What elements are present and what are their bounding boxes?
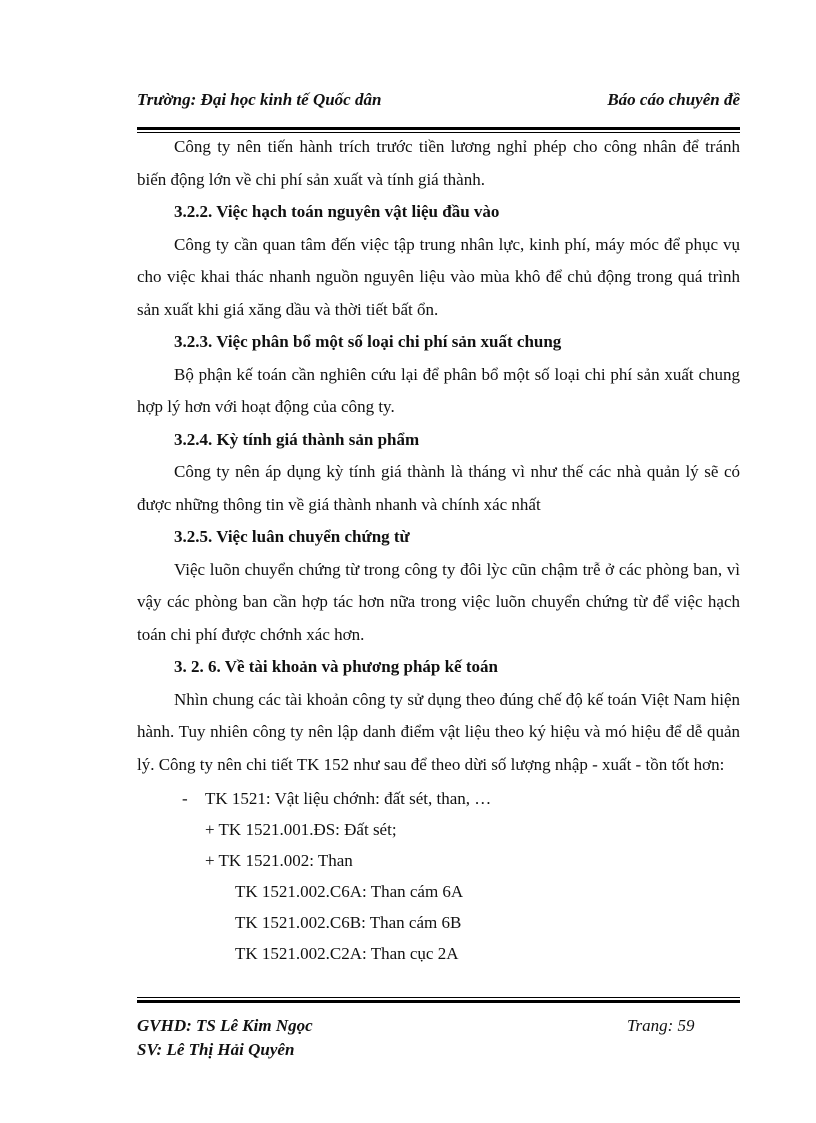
heading-3-2-2: 3.2.2. Việc hạch toán nguyên vật liệu đầu vào xyxy=(174,202,500,221)
list-item: TK 1521.002.C6A: Than cám 6A xyxy=(235,882,464,901)
page-header xyxy=(137,90,740,118)
list-item-text: TK 1521: Vật liệu chớnh: đất sét, than, … xyxy=(205,789,492,808)
header-school: Trường: Đại học kinh tế Quốc dân xyxy=(137,90,382,109)
list-bullet: - xyxy=(182,789,188,808)
account-list xyxy=(137,783,740,969)
list-item: + TK 1521.001.ĐS: Đất sét; xyxy=(205,820,397,839)
list-item xyxy=(137,783,740,814)
paragraph-overhead-allocation: Bộ phận kế toán cần nghiên cứu lại để phân bổ một số loại chi phí sản xuất chung hợp lý hơn với hoạt động của công ty. xyxy=(137,364,740,416)
paragraph-materials: Công ty cần quan tâm đến việc tập trung nhân lực, kinh phí, máy móc để phục vụ cho việc khai thác nhanh nguồn nguyên liệu vào mùa khô để chủ động trong quá trình sản xuất khi giá xăng dầu và thời tiết bất ổn. xyxy=(137,234,740,319)
paragraph-documents: Việc luõn chuyển chứng từ trong công ty đôi lỳc cũn chậm trễ ở các phòng ban, vì vậy các phòng ban cần hợp tác hơn nữa trong việc luõn chuyển chứng từ để việc hạch toán chi phí được chớnh xác hơn. xyxy=(137,559,740,644)
heading-3-2-5: 3.2.5. Việc luân chuyển chứng từ xyxy=(174,527,410,546)
footer-student: SV: Lê Thị Hải Quyên xyxy=(137,1040,295,1059)
header-report-type: Báo cáo chuyên đề xyxy=(607,90,740,109)
heading-3-2-4: 3.2.4. Kỳ tính giá thành sản phẩm xyxy=(174,429,420,449)
list-item: TK 1521.002.C2A: Than cục 2A xyxy=(235,944,459,963)
list-item: + TK 1521.002: Than xyxy=(205,851,353,870)
list-item: TK 1521.002.C6B: Than cám 6B xyxy=(235,913,462,932)
heading-3-2-3: 3.2.3. Việc phân bổ một số loại chi phí sản xuất chung xyxy=(174,332,562,351)
page-number: Trang: 59 xyxy=(627,1016,695,1035)
footer-rule xyxy=(137,997,740,1003)
footer-supervisor: GVHD: TS Lê Kim Ngọc xyxy=(137,1016,313,1035)
paragraph-leave-wages: Công ty nên tiến hành trích trước tiền lương nghỉ phép cho công nhân để tránh biến động lớn về chi phí sản xuất và tính giá thành. xyxy=(137,137,740,189)
paragraph-accounts: Nhìn chung các tài khoản công ty sử dụng theo đúng chế độ kế toán Việt Nam hiện hành. Tuy nhiên công ty nên lập danh điểm vật liệu theo ký hiệu và mó hiệu để dễ quản lý. Công ty nên chi tiết TK 152 như sau để theo dừi số lượng nhập - xuất - tồn tốt hơn: xyxy=(137,689,740,774)
page-body xyxy=(137,131,740,969)
paragraph-costing-period: Công ty nên áp dụng kỳ tính giá thành là tháng vì như thế các nhà quản lý sẽ có được những thông tin về giá thành nhanh và chính xác nhất xyxy=(137,462,740,514)
heading-3-2-6: 3. 2. 6. Về tài khoản và phương pháp kế toán xyxy=(174,657,498,676)
